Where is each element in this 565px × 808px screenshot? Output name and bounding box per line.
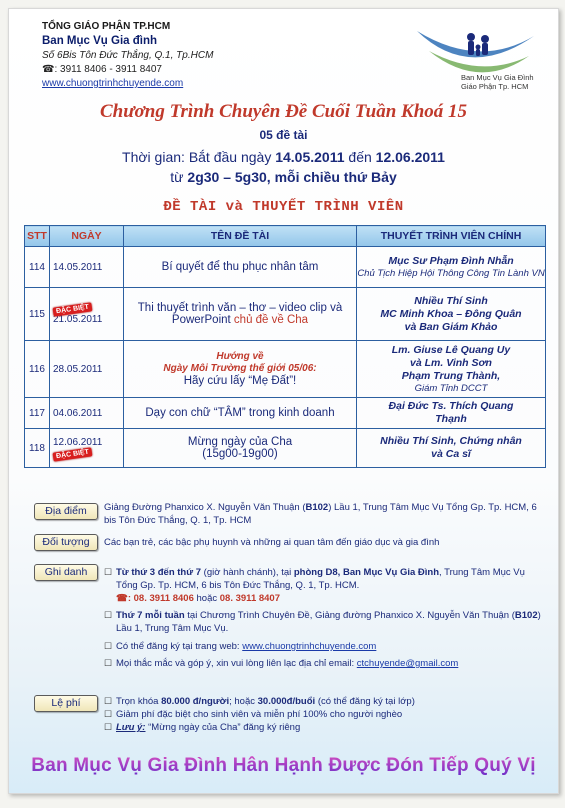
row-presenter: [357, 429, 546, 468]
row-topic: [124, 429, 357, 468]
fee-line-2: ☐ Giảm phí đặc biệt cho sinh viên và miễn phí 100% cho người nghèo: [104, 708, 544, 721]
org-website-link[interactable]: www.chuongtrinhchuyende.com: [42, 78, 184, 89]
org-address: Số 6Bis Tôn Đức Thắng, Q.1, Tp.HCM: [42, 50, 214, 61]
row-date: 28.05.2011: [50, 341, 124, 398]
reg-saturday-room: B102: [514, 610, 538, 621]
special-badge-label: ĐẶC BIỆT: [53, 447, 93, 461]
topic-note-2: Ngày Môi Trường thế giới 05/06:: [163, 363, 317, 374]
org-phone: ☎: 3911 8406 - 3911 8407: [42, 64, 162, 75]
presenter-judges: và Ban Giám Khảo: [404, 320, 498, 333]
footer-welcome: [9, 755, 558, 777]
location-text-1: Giảng Đường Phanxico X. Nguyễn Văn Thuận (: [104, 502, 306, 513]
presenter-title: Chủ Tịch Hiệp Hội Thông Công Tin Lành VN: [357, 267, 545, 279]
fee-or: ; hoặc: [229, 696, 258, 707]
registration-saturday: [104, 609, 544, 635]
topics-table: [24, 225, 546, 468]
reg-address: , Trung Tâm Mục Vụ Tổng Gp. Tp. HCM, 6 bis Tôn Đức Thắng, Q. 1, Tp. HCM.: [116, 567, 525, 591]
row-topic: Bí quyết để thu phục nhân tâm: [124, 247, 357, 288]
row-date: 04.06.2011: [50, 398, 124, 429]
table-row: [25, 341, 546, 398]
flyer-page: [8, 8, 559, 794]
presenter-name-2: Thạnh: [435, 413, 467, 425]
reg-email-link[interactable]: ctchuyende@gmail.com: [356, 658, 459, 669]
time-label: Thời gian:: [122, 149, 185, 165]
row-date: 21.05.2011: [53, 314, 103, 325]
presenter-name: Mục Sư Phạm Đình Nhẫn: [388, 254, 514, 267]
time-from: từ: [170, 169, 184, 185]
row-presenter: [357, 341, 546, 398]
time-suffix: , mỗi chiều thứ Bảy: [266, 169, 397, 185]
reg-room: phòng D8, Ban Mục Vụ Gia Đình: [293, 567, 440, 578]
topic-count: 05 đề tài: [259, 128, 308, 142]
row-date-cell: [50, 429, 124, 468]
row-date-cell: [50, 288, 124, 341]
fee-line-1: [104, 695, 544, 708]
presenter-name-3: Phạm Trung Thành,: [401, 369, 501, 382]
fee-block: [104, 695, 544, 734]
fee-full-amount: 80.000 đ/người: [161, 696, 230, 707]
row-presenter: [357, 247, 546, 288]
logo-line-1: Ban Mục Vụ Gia Đình: [461, 73, 534, 82]
presenter-name-2: và Ca sĩ: [431, 448, 471, 460]
presenter-name-2: và Lm. Vinh Sơn: [410, 356, 492, 369]
time-to: đến: [348, 149, 372, 165]
org-name: TỔNG GIÁO PHẬN TP.HCM: [42, 21, 171, 32]
time-start-date: 14.05.2011: [275, 149, 345, 165]
footer-welcome-text: Ban Mục Vụ Gia Đình Hân Hạnh Được Đón Tiếp Quý Vị: [31, 755, 536, 776]
topic-time: (15g00-19g00): [202, 448, 278, 460]
row-date: 12.06.2011: [53, 437, 103, 448]
special-badge: [53, 448, 123, 459]
time-hours: 2g30 – 5g30: [187, 169, 267, 185]
program-title: Chương Trình Chuyên Đề Cuối Tuần Khoá 15: [99, 101, 468, 122]
row-stt: 118: [25, 429, 50, 468]
reg-email-text: Mọi thắc mắc và góp ý, xin vui lòng liên lạc địa chỉ email:: [116, 658, 357, 669]
special-badge: [53, 303, 123, 314]
audience-text: Các bạn trẻ, các bậc phụ huynh và những ai quan tâm đến giáo dục và gia đình: [104, 537, 440, 548]
row-topic: Dạy con chữ “TÂM” trong kinh doanh: [124, 398, 357, 429]
presenter-name: Đại Đức Ts. Thích Quang: [388, 400, 514, 412]
registration-label: Ghi danh: [34, 564, 98, 581]
section-title: ĐỀ TÀI và THUYẾT TRÌNH VIÊN: [163, 199, 404, 215]
fee-session-amount: 30.000đ/buổi: [257, 696, 316, 707]
header-topic: TÊN ĐỀ TÀI: [124, 226, 357, 247]
presenter-name: Nhiều Thí Sinh: [414, 294, 488, 307]
topic-highlight: chủ đề về Cha: [233, 314, 309, 326]
location-room: B102: [305, 502, 329, 513]
row-stt: 116: [25, 341, 50, 398]
reg-phones: [116, 592, 544, 605]
org-department: Ban Mục Vụ Gia đình: [42, 35, 158, 47]
topic-text: Thi thuyết trình văn – thơ – video clip và PowerPoint: [137, 302, 343, 326]
topic-text: Hãy cứu lấy “Mẹ Đất”!: [183, 375, 297, 387]
presenter-name: Nhiều Thí Sinh, Chứng nhân: [380, 435, 522, 447]
row-presenter: [357, 288, 546, 341]
row-stt: 114: [25, 247, 50, 288]
header-date: NGÀY: [50, 226, 124, 247]
table-row: [25, 398, 546, 429]
header-presenter: THUYẾT TRÌNH VIÊN CHÍNH: [357, 226, 546, 247]
table-header-row: [25, 226, 546, 247]
table-row: [25, 288, 546, 341]
reg-web-text: Có thể đăng ký tại trang web:: [116, 641, 243, 652]
reg-hours: (giờ hành chánh), tại: [201, 567, 294, 578]
logo-caption: [461, 73, 534, 91]
location-label: Địa điểm: [34, 503, 98, 520]
reg-saturday-text: tại Chương Trình Chuyên Đề, Giảng đường Phanxico X. Nguyễn Văn Thuận (: [184, 610, 515, 621]
row-date: 14.05.2011: [50, 247, 124, 288]
fee-line-3: [104, 721, 544, 734]
fee-note: (có thể đăng ký tại lớp): [315, 696, 415, 707]
table-row: [25, 247, 546, 288]
reg-phone-or: hoặc: [193, 593, 220, 604]
location-text: [104, 501, 544, 527]
logo-line-2: Giáo Phận Tp. HCM: [461, 82, 529, 91]
presenter-name: Lm. Giuse Lê Quang Uy: [391, 343, 511, 356]
reg-saturday: Thứ 7 mỗi tuần: [116, 610, 185, 621]
time-line-2: [9, 169, 558, 185]
registration-email: [104, 657, 544, 670]
audience-label: Đối tượng: [34, 534, 98, 551]
presenter-mc: MC Minh Khoa – Đông Quân: [380, 307, 522, 320]
registration-web: [104, 640, 544, 653]
header-stt: STT: [25, 226, 50, 247]
topic-note-1: Hướng về: [216, 351, 264, 362]
row-presenter: [357, 398, 546, 429]
time-end-date: 12.06.2011: [375, 149, 445, 165]
fee-full: Trọn khóa: [116, 696, 162, 707]
reg-saturday-text-2: ) Lầu 1, Trung Tâm Mục Vụ.: [116, 610, 541, 634]
reg-phone-2: 08. 3911 8407: [219, 593, 280, 604]
topic-text: Mừng ngày của Cha: [187, 436, 293, 448]
time-line-1: [9, 149, 558, 165]
location-text-2: ) Lầu 1, Trung Tâm Mục Vụ Tổng Gp. Tp. HCM, 6 bis Tôn Đức Thắng, Q. 1, Tp. HCM: [104, 502, 537, 526]
registration-office: [104, 566, 544, 605]
time-start-prefix: Bắt đầu ngày: [188, 149, 272, 165]
row-stt: 117: [25, 398, 50, 429]
presenter-title: Giám Tỉnh DCCT: [414, 382, 488, 394]
fee-attention-text: “Mừng ngày của Cha” đăng ký riêng: [145, 722, 301, 733]
reg-phone-1: ☎: 08. 3911 8406: [116, 593, 194, 604]
fee-label: Lệ phí: [34, 695, 98, 712]
row-topic: [124, 341, 357, 398]
row-stt: 115: [25, 288, 50, 341]
row-topic: [124, 288, 357, 341]
reg-web-link[interactable]: www.chuongtrinhchuyende.com: [242, 641, 377, 652]
reg-days: Từ thứ 3 đến thứ 7: [116, 567, 202, 578]
fee-attention: Lưu ý:: [116, 722, 146, 733]
registration-block: [104, 566, 544, 670]
special-badge-label: ĐẶC BIỆT: [53, 302, 93, 316]
table-row: [25, 429, 546, 468]
